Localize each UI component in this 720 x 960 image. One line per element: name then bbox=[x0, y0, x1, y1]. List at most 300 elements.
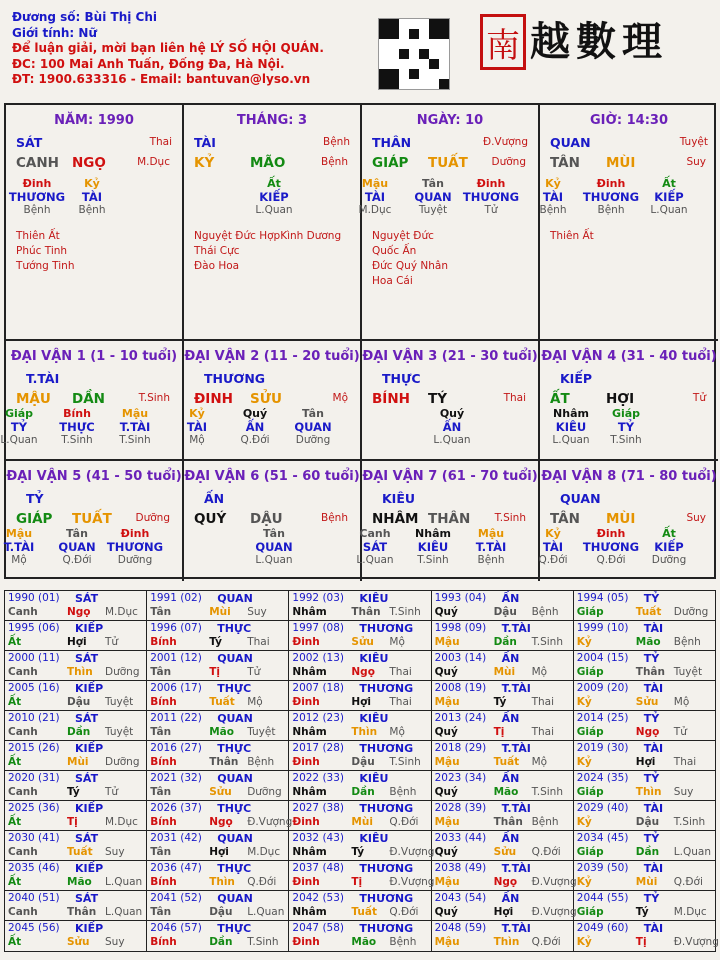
year-can: Đinh bbox=[292, 756, 320, 768]
year-phase: L.Quan bbox=[247, 906, 285, 918]
hidden-stem bbox=[542, 407, 600, 446]
year-label: 2029 (40) bbox=[576, 802, 629, 814]
year-phase: Bệnh bbox=[247, 756, 275, 768]
year-cell bbox=[574, 651, 716, 681]
pillar-title: GIỜ: 14:30 bbox=[590, 113, 668, 128]
year-label: 2043 (54) bbox=[434, 892, 487, 904]
hidden-stem-ts: Bệnh bbox=[539, 204, 567, 216]
year-phase: Q.Đới bbox=[389, 906, 419, 918]
year-chi: Dần bbox=[351, 786, 375, 798]
year-god: SÁT bbox=[75, 592, 99, 605]
year-label: 2025 (36) bbox=[8, 802, 60, 814]
star: Hoa Cái bbox=[372, 275, 413, 287]
hidden-stem-name: Tân bbox=[66, 527, 88, 540]
can: MẬU bbox=[16, 391, 51, 407]
hidden-stem-name: Quý bbox=[439, 407, 465, 420]
thap-than: SÁT bbox=[16, 135, 43, 150]
year-label: 1999 (10) bbox=[576, 622, 629, 634]
year-cell bbox=[574, 801, 716, 831]
hidden-stem-ts: L.Quan bbox=[255, 554, 293, 566]
year-cell bbox=[289, 921, 431, 951]
hidden-stem bbox=[48, 407, 106, 446]
year-can: Bính bbox=[150, 696, 177, 708]
year-phase: Thai bbox=[673, 756, 697, 768]
year-label: 2035 (46) bbox=[8, 862, 60, 874]
star: Đào Hoa bbox=[194, 260, 240, 272]
year-chi: Ngọ bbox=[635, 726, 660, 738]
hidden-stem bbox=[640, 177, 698, 216]
year-phase: Tử bbox=[673, 726, 687, 738]
year-phase: Thai bbox=[531, 726, 555, 738]
hidden-stem-name: Nhâm bbox=[415, 527, 451, 540]
year-phase: Bệnh bbox=[673, 636, 701, 648]
contact-line: Để luận giải, mời bạn liên hệ LÝ SỐ HỘI QUÁN. bbox=[12, 41, 324, 55]
year-cell bbox=[147, 741, 289, 771]
year-god: TÀI bbox=[643, 922, 664, 935]
year-god: QUAN bbox=[217, 712, 253, 725]
hidden-stem bbox=[63, 177, 121, 216]
hidden-stem bbox=[346, 527, 404, 566]
hidden-stem-ts: Q.Đới bbox=[240, 434, 270, 446]
year-can: Giáp bbox=[576, 726, 604, 738]
year-chi: Ngọ bbox=[493, 876, 518, 888]
hidden-stem bbox=[245, 177, 303, 216]
hidden-stem-god: ẤN bbox=[245, 420, 265, 434]
year-chi: Dậu bbox=[635, 816, 660, 828]
year-chi: Tuất bbox=[209, 696, 235, 708]
year-label: 2045 (56) bbox=[8, 922, 60, 934]
year-can: Canh bbox=[8, 786, 38, 798]
nap-am: T.Sinh bbox=[494, 512, 526, 524]
year-chi: Dậu bbox=[67, 696, 91, 708]
year-god: ẤN bbox=[501, 832, 520, 845]
year-can: Canh bbox=[8, 846, 38, 858]
hidden-stem-ts: Tử bbox=[484, 204, 498, 216]
year-can: Mậu bbox=[434, 816, 460, 828]
year-can: Đinh bbox=[292, 636, 320, 648]
year-god: KIÊU bbox=[359, 772, 389, 785]
year-god: TỶ bbox=[643, 592, 660, 605]
hidden-stem bbox=[462, 177, 520, 216]
dai-van-cell bbox=[540, 461, 718, 581]
year-can: Bính bbox=[150, 876, 177, 888]
stars-list bbox=[194, 229, 341, 274]
dai-van-cell bbox=[184, 461, 362, 581]
year-can: Nhâm bbox=[292, 606, 327, 618]
year-cell bbox=[147, 861, 289, 891]
thap-than: QUAN bbox=[550, 135, 591, 150]
year-label: 2007 (18) bbox=[292, 682, 345, 694]
year-cell bbox=[5, 921, 147, 951]
year-label: 2038 (49) bbox=[434, 862, 487, 874]
chi: MÙI bbox=[606, 511, 636, 527]
hidden-stem bbox=[346, 177, 404, 216]
year-cell bbox=[147, 591, 289, 621]
year-phase: T.Sinh bbox=[673, 816, 706, 828]
year-phase: Dưỡng bbox=[247, 786, 282, 798]
hidden-stem-name: Kỷ bbox=[84, 177, 100, 190]
year-can: Ất bbox=[8, 696, 22, 708]
year-phase: Bệnh bbox=[389, 786, 417, 798]
thap-than: THỰC bbox=[382, 371, 421, 386]
year-chi: Thân bbox=[67, 906, 97, 918]
year-phase: Suy bbox=[105, 846, 125, 858]
year-label: 2047 (58) bbox=[292, 922, 345, 934]
year-chi: Mão bbox=[351, 936, 377, 948]
year-can: Tân bbox=[150, 846, 172, 858]
hidden-stem-name: Kỷ bbox=[189, 407, 205, 420]
year-phase: Đ.Vượng bbox=[389, 876, 435, 888]
year-can: Ất bbox=[8, 816, 22, 828]
year-label: 2022 (33) bbox=[292, 772, 345, 784]
year-cell bbox=[147, 621, 289, 651]
year-cell bbox=[432, 861, 577, 891]
hidden-stem-name: Kỷ bbox=[545, 527, 561, 540]
year-chi: Dậu bbox=[209, 906, 233, 918]
year-label: 1991 (02) bbox=[150, 592, 202, 604]
year-label: 2013 (24) bbox=[434, 712, 487, 724]
hidden-stem bbox=[524, 527, 582, 566]
hidden-stem-god: THƯƠNG bbox=[462, 190, 520, 204]
year-phase: Suy bbox=[105, 936, 125, 948]
hidden-stem-ts: Dưỡng bbox=[117, 554, 153, 566]
year-phase: Đ.Vượng bbox=[389, 846, 435, 858]
year-phase: M.Dục bbox=[247, 846, 281, 858]
year-cell bbox=[289, 831, 435, 861]
year-chi: Sửu bbox=[351, 636, 374, 648]
year-chi: Mùi bbox=[67, 756, 89, 768]
year-god: ẤN bbox=[501, 712, 520, 725]
year-chi: Tị bbox=[493, 726, 505, 738]
year-chi: Tuất bbox=[351, 906, 377, 918]
hidden-stem-ts: L.Quan bbox=[356, 554, 394, 566]
year-phase: Suy bbox=[247, 606, 267, 618]
hidden-stem-name: Đinh bbox=[120, 527, 150, 540]
year-god: TỶ bbox=[643, 712, 660, 725]
year-cell bbox=[574, 711, 716, 741]
year-phase: M.Dục bbox=[105, 606, 138, 618]
year-cell bbox=[5, 891, 147, 921]
year-label: 2009 (20) bbox=[576, 682, 629, 694]
year-chi: Tuất bbox=[635, 606, 662, 618]
hidden-stem bbox=[48, 527, 106, 566]
hidden-stem-name: Tân bbox=[422, 177, 444, 190]
can: TÂN bbox=[550, 511, 580, 527]
hidden-stem-ts: Mộ bbox=[11, 554, 27, 566]
thap-than: TỶ bbox=[26, 491, 44, 506]
year-phase: L.Quan bbox=[673, 846, 711, 858]
hidden-stem bbox=[404, 527, 462, 566]
year-god: QUAN bbox=[217, 772, 253, 785]
hidden-stem-name: Mậu bbox=[361, 177, 389, 190]
year-label: 2016 (27) bbox=[150, 742, 202, 754]
year-god: T.TÀI bbox=[501, 742, 531, 755]
hidden-stem bbox=[404, 177, 462, 216]
thap-than: THƯƠNG bbox=[204, 371, 266, 386]
nap-am: Tử bbox=[692, 392, 706, 404]
hidden-stem-name: Giáp bbox=[611, 407, 641, 420]
year-cell bbox=[574, 621, 716, 651]
year-label: 2003 (14) bbox=[434, 652, 487, 664]
chi: HỢI bbox=[606, 391, 635, 407]
year-chi: Thìn bbox=[351, 726, 378, 738]
nap-am: Thai bbox=[503, 392, 526, 404]
year-phase: Q.Đới bbox=[247, 876, 277, 888]
year-label: 2042 (53) bbox=[292, 892, 345, 904]
hidden-stem-god: THƯƠNG bbox=[582, 190, 640, 204]
year-phase: T.Sinh bbox=[389, 756, 421, 768]
year-chi: Sửu bbox=[635, 696, 659, 708]
truong-sinh: Đ.Vượng bbox=[482, 136, 528, 148]
thap-than: ẤN bbox=[204, 491, 225, 506]
year-can: Mậu bbox=[434, 936, 460, 948]
year-god: T.TÀI bbox=[501, 622, 531, 635]
year-cell bbox=[289, 741, 431, 771]
year-can: Bính bbox=[150, 636, 177, 648]
hidden-stem-ts: Dưỡng bbox=[651, 554, 687, 566]
year-label: 1998 (09) bbox=[434, 622, 487, 634]
year-chi: Thân bbox=[351, 606, 381, 618]
hidden-stem-god: TÀI bbox=[542, 190, 564, 204]
owner-name: Bùi Thị Chi bbox=[84, 10, 157, 24]
star: Đức Quý Nhân bbox=[372, 260, 448, 272]
hidden-stem-ts: L.Quan bbox=[552, 434, 590, 446]
dai-van-title: ĐẠI VẬN 7 (61 - 70 tuổi) bbox=[362, 469, 538, 484]
hidden-stem-god: SÁT bbox=[362, 540, 388, 554]
year-god: ẤN bbox=[501, 892, 520, 905]
hidden-stem bbox=[0, 527, 48, 566]
dai-van-cell bbox=[184, 341, 362, 461]
year-can: Ất bbox=[8, 936, 22, 948]
hidden-stem-ts: Bệnh bbox=[23, 204, 51, 216]
year-can: Kỷ bbox=[576, 816, 592, 828]
year-phase: Q.Đới bbox=[531, 936, 561, 948]
thap-than: KIÊU bbox=[382, 491, 416, 506]
year-god: ẤN bbox=[501, 652, 520, 665]
year-phase: Dưỡng bbox=[105, 756, 140, 768]
year-god: THƯƠNG bbox=[359, 622, 414, 635]
year-label: 2006 (17) bbox=[150, 682, 202, 694]
hidden-stem-name: Đinh bbox=[476, 177, 506, 190]
hidden-stem-name: Ất bbox=[662, 177, 676, 190]
chi: MÃO bbox=[250, 155, 286, 171]
star: Nguyệt Đức bbox=[372, 230, 434, 242]
hidden-stem-name: Canh bbox=[359, 527, 391, 540]
year-cell bbox=[289, 621, 431, 651]
year-chi: Tý bbox=[209, 636, 222, 648]
year-god: TỶ bbox=[643, 832, 660, 845]
can: KỶ bbox=[194, 155, 215, 171]
year-label: 2031 (42) bbox=[150, 832, 202, 844]
hidden-stem-ts: Q.Đới bbox=[538, 554, 568, 566]
year-can: Mậu bbox=[434, 756, 460, 768]
year-label: 2018 (29) bbox=[434, 742, 487, 754]
year-chi: Thìn bbox=[493, 936, 520, 948]
hidden-stem-god: KIÊU bbox=[417, 540, 449, 554]
year-god: KIẾP bbox=[75, 802, 104, 815]
can: GIÁP bbox=[16, 511, 53, 527]
year-label: 2004 (15) bbox=[576, 652, 629, 664]
year-god: TÀI bbox=[643, 802, 664, 815]
hidden-stem-ts: L.Quan bbox=[255, 204, 293, 216]
year-god: QUAN bbox=[217, 832, 253, 845]
year-can: Đinh bbox=[292, 696, 320, 708]
year-label: 2020 (31) bbox=[8, 772, 60, 784]
year-label: 2037 (48) bbox=[292, 862, 345, 874]
year-cell bbox=[147, 801, 293, 831]
thap-than: QUAN bbox=[560, 491, 601, 506]
year-can: Kỷ bbox=[576, 756, 592, 768]
year-cell bbox=[5, 591, 147, 621]
star: Phúc Tinh bbox=[16, 245, 68, 257]
year-cell bbox=[147, 771, 289, 801]
hidden-stem-ts: Bệnh bbox=[597, 204, 625, 216]
hidden-stem-god: THƯƠNG bbox=[8, 190, 66, 204]
year-god: KIẾP bbox=[75, 922, 104, 935]
year-can: Mậu bbox=[434, 696, 460, 708]
can: NHÂM bbox=[372, 511, 419, 527]
pillar-cell bbox=[6, 105, 184, 341]
year-label: 2014 (25) bbox=[576, 712, 629, 724]
hidden-stem-god: THỰC bbox=[59, 420, 95, 434]
year-god: TỶ bbox=[643, 652, 660, 665]
year-label: 2028 (39) bbox=[434, 802, 487, 814]
hidden-stem-name: Đinh bbox=[22, 177, 52, 190]
year-god: KIÊU bbox=[359, 832, 389, 845]
year-can: Giáp bbox=[576, 606, 604, 618]
year-label: 2027 (38) bbox=[292, 802, 345, 814]
year-god: KIẾP bbox=[75, 622, 104, 635]
stars-list bbox=[16, 229, 74, 274]
hidden-stem-god: KIẾP bbox=[654, 540, 684, 554]
hidden-stem-name: Ất bbox=[662, 527, 676, 540]
year-cell bbox=[289, 591, 431, 621]
year-label: 2026 (37) bbox=[150, 802, 202, 814]
year-can: Kỷ bbox=[576, 876, 592, 888]
pillar-cell bbox=[540, 105, 718, 341]
year-chi: Mão bbox=[67, 876, 92, 888]
year-god: THỰC bbox=[217, 742, 252, 755]
thap-than: TÀI bbox=[194, 135, 216, 150]
year-cell bbox=[574, 831, 716, 861]
year-chi: Dần bbox=[67, 726, 91, 738]
year-cell bbox=[147, 891, 289, 921]
year-cell bbox=[432, 921, 574, 951]
year-chi: Mão bbox=[209, 726, 234, 738]
year-can: Ất bbox=[8, 636, 22, 648]
hidden-stem-god: T.TÀI bbox=[119, 420, 151, 434]
hidden-stem bbox=[640, 527, 698, 566]
year-label: 1990 (01) bbox=[8, 592, 60, 604]
chart-header bbox=[12, 10, 324, 88]
chi: TÝ bbox=[428, 391, 447, 407]
dai-van-title: ĐẠI VẬN 2 (11 - 20 tuổi) bbox=[184, 349, 360, 364]
year-label: 2039 (50) bbox=[576, 862, 629, 874]
year-label: 2005 (16) bbox=[8, 682, 60, 694]
year-phase: Mộ bbox=[531, 756, 548, 768]
year-phase: Tuyệt bbox=[105, 696, 134, 708]
year-can: Nhâm bbox=[292, 906, 327, 918]
hidden-stem bbox=[462, 527, 520, 566]
year-label: 2030 (41) bbox=[8, 832, 60, 844]
year-god: KIẾP bbox=[75, 682, 104, 695]
year-can: Quý bbox=[434, 606, 458, 618]
hidden-stem-ts: T.Sinh bbox=[610, 434, 642, 446]
hidden-stem-name: Tân bbox=[263, 527, 285, 540]
year-can: Tân bbox=[150, 726, 172, 738]
red-seal-logo: 南 bbox=[480, 14, 526, 70]
year-phase: Bệnh bbox=[531, 606, 559, 618]
hidden-stem bbox=[284, 407, 342, 446]
year-label: 2040 (51) bbox=[8, 892, 60, 904]
year-cell bbox=[432, 891, 577, 921]
year-chi: Tý bbox=[635, 906, 649, 918]
year-cell bbox=[574, 681, 716, 711]
year-god: THƯƠNG bbox=[359, 862, 414, 875]
year-chi: Mùi bbox=[351, 816, 373, 828]
hidden-stem bbox=[524, 177, 582, 216]
nap-am: T.Sinh bbox=[138, 392, 170, 404]
hidden-stem bbox=[8, 177, 66, 216]
year-cell bbox=[432, 801, 574, 831]
year-label: 2012 (23) bbox=[292, 712, 345, 724]
year-god: THỰC bbox=[217, 922, 252, 935]
hidden-stem-ts: Bệnh bbox=[78, 204, 106, 216]
year-chi: Sửu bbox=[209, 786, 232, 798]
qr-code-icon bbox=[378, 18, 450, 90]
thap-than: THÂN bbox=[372, 135, 412, 150]
hidden-stem bbox=[106, 407, 164, 446]
hidden-stem-ts: T.Sinh bbox=[417, 554, 449, 566]
can: CANH bbox=[16, 155, 59, 171]
year-can: Kỷ bbox=[576, 936, 592, 948]
year-chi: Mùi bbox=[493, 666, 516, 678]
year-can: Canh bbox=[8, 606, 38, 618]
year-god: ẤN bbox=[501, 772, 520, 785]
hidden-stem-ts: Q.Đới bbox=[596, 554, 626, 566]
year-label: 2011 (22) bbox=[150, 712, 202, 724]
year-phase: Mộ bbox=[247, 696, 263, 708]
hidden-stem bbox=[226, 407, 284, 446]
star: Nguyệt Đức HợpKình Dương bbox=[194, 230, 342, 242]
year-chi: Mão bbox=[493, 786, 519, 798]
can: QUÝ bbox=[194, 511, 227, 527]
year-can: Ất bbox=[8, 876, 22, 888]
year-phase: Q.Đới bbox=[673, 876, 703, 888]
chi: DẦN bbox=[72, 391, 105, 407]
year-can: Giáp bbox=[576, 786, 604, 798]
year-chi: Sửu bbox=[493, 846, 517, 858]
year-cell bbox=[147, 831, 289, 861]
nap-am: Bệnh bbox=[321, 156, 348, 168]
dai-van-title: ĐẠI VẬN 6 (51 - 60 tuổi) bbox=[184, 469, 360, 484]
hidden-stem bbox=[168, 407, 226, 446]
hidden-stem bbox=[423, 407, 481, 446]
year-chi: Mão bbox=[635, 636, 661, 648]
year-phase: M.Dục bbox=[105, 816, 138, 828]
year-cell bbox=[574, 591, 716, 621]
year-god: ẤN bbox=[501, 592, 520, 605]
year-god: SÁT bbox=[75, 892, 99, 905]
year-label: 1994 (05) bbox=[576, 592, 629, 604]
year-god: THƯƠNG bbox=[359, 742, 414, 755]
year-can: Nhâm bbox=[292, 846, 327, 858]
year-phase: Mộ bbox=[673, 696, 690, 708]
star: Thiên Ất bbox=[16, 230, 60, 242]
year-can: Ất bbox=[8, 756, 22, 768]
year-phase: Thai bbox=[389, 696, 412, 708]
thap-than: T.TÀI bbox=[26, 371, 60, 386]
